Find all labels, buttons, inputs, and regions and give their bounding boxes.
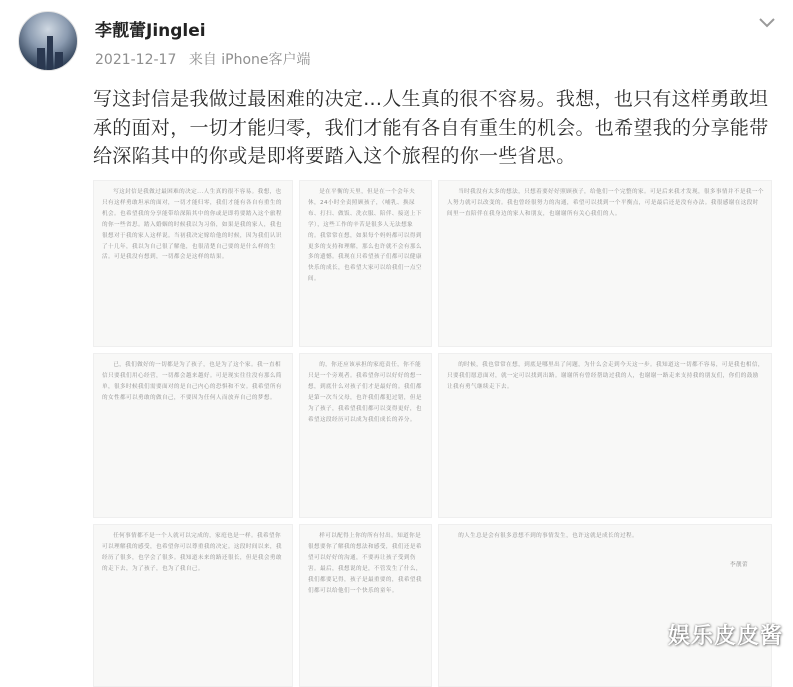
image-signature: 李靓蕾 [730,561,748,568]
post-image-8[interactable] [299,524,432,687]
post-image-4[interactable] [93,353,293,518]
avatar-building [55,52,63,70]
user-name[interactable]: 李靓蕾Jinglei [95,21,206,41]
chevron-down-icon[interactable] [757,13,777,33]
image-text: 任何事情都不是一个人就可以完成的，家庭也是一样。我希望你可以理解我的感受，也希望你可以尊重我的决定。这段时间以来，我经历了很多，也学会了很多。我知道未来的路还很长，但是我会勇敢的走下去，为了孩子，也为了我自己。 [102,533,282,572]
post-image-1[interactable] [93,180,293,347]
post-date: 2021-12-17 [95,52,177,68]
image-text: 样可以配得上你的所有付出。知道你是很想要你了解我的想法和感受，我们还是希望可以好好的沟通，不要再让孩子受到伤害。最后，我想说的是，不管发生了什么，我们都要记得，孩子是最重要的，我希望我们都可以给他们一个快乐的童年。 [308,533,422,594]
image-text: 已，我们做好的一切都是为了孩子，也是为了这个家。我一直相信只要我们用心经营，一切都会越来越好。可是现实往往没有那么简单，很多时候我们需要面对的是自己内心的恐惧和不安。我希望所有的女性都可以勇敢的做自己，不要因为任何人而放弃自己的梦想。 [102,362,282,401]
post-image-9[interactable] [438,524,772,687]
image-text: 的人生总是会有很多意想不到的事情发生，也许这就是成长的过程。 [458,533,639,539]
image-text: 当时我没有太多的想法，只想着要好好照顾孩子，给他们一个完整的家。可是后来我才发现，很多事情并不是我一个人努力就可以改变的。我也曾经很努力的沟通，希望可以找到一个平衡点，可是最后还是没有办法。我很感谢在这段时间里一直陪伴在我身边的家人和朋友，也谢谢所有关心我们的人。 [447,189,764,217]
watermark: 娱乐皮皮酱 [668,624,784,649]
post-image-7[interactable] [93,524,293,687]
image-text: 写这封信是我做过最困难的决定...人生真的很不容易。我想，也只有这样勇敢坦承的面对，一切才能归零，我们才能有各自有重生的机会。也希望我的分享能带给深陷其中的你或是即将要踏入这个旅程的你一些省思。踏入婚姻的时候我以为习俗，如果是我的家人，我也很想对于我的家人这样说。当初我决定嫁给他的时候，因为我们认识了十几年，我以为自己很了解他，也很清楚自己要的是什么样的生活。可是我没有想到，一切都会是这样的结果。 [102,189,282,261]
post-image-3[interactable] [438,180,772,347]
avatar-skyline [37,48,45,70]
avatar[interactable] [18,11,78,71]
post-image-6[interactable] [438,353,772,518]
post-meta [95,49,311,69]
avatar-tower [47,36,53,70]
post-image-5[interactable] [299,353,432,518]
post-image-2[interactable] [299,180,432,347]
image-text: 的时候，我也常常在想，到底是哪里出了问题，为什么会走到今天这一步。我知道这一切都不容易，可是我也相信，只要我们愿意面对，就一定可以找到出路。谢谢所有曾经帮助过我的人，也谢谢一路走来支持我的朋友们，你们的鼓励让我有勇气继续走下去。 [447,362,764,390]
post-text: 写这封信是我做过最困难的决定...人生真的很不容易。我想，也只有这样勇敢坦承的面对，一切才能归零，我们才能有各自有重生的机会。也希望我的分享能带给深陷其中的你或是即将要踏入这个旅程的你一些省思。 [93,88,769,167]
image-text: 是在平衡的天里，但是在一个会年夫休，24小时全责照顾孩子，（哺乳、换尿布、打扫、做饭、洗衣服、陪伴、接送上下学），这些工作的辛苦是很多人无法想象的。我常常在想，如果每个妈妈都可以得到更多的支持和理解，那么也许就不会有那么多的遗憾。我现在只希望孩子们都可以健康快乐的成长，也希望大家可以给我们一点空间。 [308,189,422,283]
post-source: 来自 iPhone客户端 [188,52,311,68]
image-text: 的，你还应该承担的家庭责任，你不能只是一个旁观者。我希望你可以好好的想一想，到底什么对孩子们才是最好的。我们都是第一次当父母，也许我们都犯过错，但是为了孩子，我希望我们都可以变得更好，也希望这段经历可以成为我们成长的养分。 [308,362,422,423]
